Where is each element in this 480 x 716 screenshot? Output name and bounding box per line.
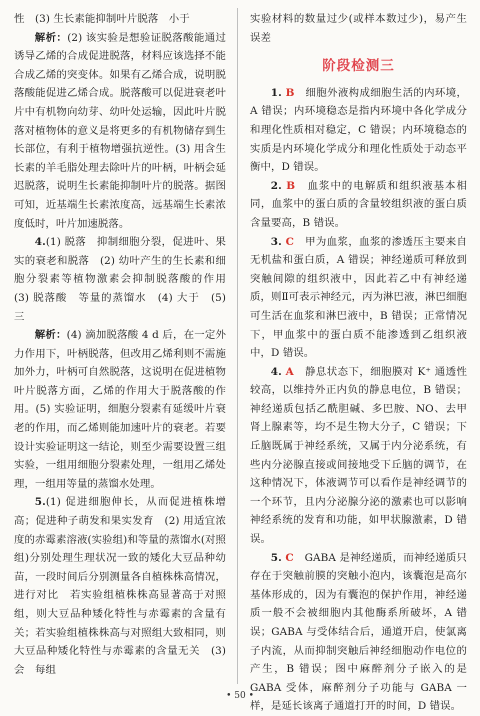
- right-paragraph-0: 实验材料的数量过少(或样本数过少)，易产生误差: [250, 13, 467, 44]
- analysis-label: 解析：: [34, 31, 68, 44]
- analysis-text: (2) 该实验是想验证脱落酸能通过诱导乙烯的合成促进脱落，材料应该选择不能合成乙烯的突变体。如果有乙烯合成，说明脱落酸能促进乙烯合成。脱落酸可以促进衰老叶片中有机物向幼芽、幼叶处运输，因此叶片脱落对植物体的意义是将更多的有机物储存到生长部位，有利于植物增强抗逆性。(3) 用含生长素的羊毛脂处理去除叶片的叶柄，叶柄会延迟脱落，说明生长素能抑制叶片的脱落。据图可知，近基端生长素浓度高，远基端生长素浓度低时，叶片加速脱落。: [14, 31, 226, 230]
- answer-letter: B: [285, 86, 295, 99]
- page-number: • 50 •: [226, 691, 254, 701]
- question-explanation-3: [250, 233, 467, 363]
- answer-text: (1) 促进细胞伸长，从而促进植株增高；促进种子萌发和果实发育 (2) 用适宜浓度的赤霉素溶液(实验组)和等量的蒸馏水(对照组)分别处理生理状况一致的矮化大豆品种幼苗，一段时间后分别测量各自植株株高情况，进行对比 若实验组植株株高显著高于对照组，则大豆品种矮化特性与赤霉素的含量有关；若实验组植株株高与对照组大致相同，则大豆品种矮化特性与赤霉素的含量无关 (3) 会 每组: [14, 496, 226, 676]
- question-explanation-4: [250, 363, 467, 549]
- question-number: 5.: [34, 496, 46, 509]
- analysis-paragraph-3: [14, 29, 226, 234]
- section-title: 阶段检测三: [322, 58, 395, 75]
- analysis-label: 解析：: [34, 329, 67, 342]
- left-column: [14, 10, 237, 679]
- question-number: 3.: [270, 235, 282, 248]
- answer-letter: C: [285, 235, 294, 248]
- analysis-paragraph-4: [14, 326, 226, 493]
- answer-text: (1) 脱落 抑制细胞分裂，促进叶、果实的衰老和脱落 (2) 幼叶产生的生长素和细胞分裂素等植物激素会抑制脱落酸的作用 (3) 脱落酸 等量的蒸馏水 (4) 大于 (5) 三: [14, 236, 237, 323]
- explanation-text: 血浆中的电解质和组织液基本相同，血浆中的蛋白质的含量较组织液的蛋白质含量要高，B 错误。: [250, 179, 467, 229]
- explanation-text: GABA 是神经递质，而神经递质只存在于突触前膜的突触小泡内，该囊泡是高尔基体形成的，因为有囊泡的保护作用，神经递质一般不会被细胞内其他酶系所破坏，A 错误；GABA 与受体结合后，通道开启，使氯离子内流，从而抑制突触后神经细胞动作电位的产生，B 错误；图中麻醉剂分子嵌入的是 GABA 受体，麻醉剂分子功能与 GABA 一样，是延长该离子通道打开的时间，D 错误。: [250, 551, 468, 713]
- question-explanation-1: [250, 84, 467, 177]
- answer-item-4: [14, 233, 237, 326]
- explanation-text: 细胞外液构成细胞生活的内环境，A 错误；内环境稳态是指内环境中各化学成分和理化性质相对稳定，C 错误；内环境稳态的实质是内环境化学成分和理化性质处于动态平衡中，D 错误。: [250, 86, 467, 174]
- answer-letter: A: [285, 365, 294, 378]
- question-number: 4.: [34, 236, 46, 249]
- column-divider: [237, 8, 238, 684]
- explanation-text: 静息状态下，细胞膜对 K⁺ 通透性较高，以维持外正内负的静息电位，B 错误；神经递质包括乙酰胆碱、多巴胺、NO、去甲肾上腺素等，均不是生物大分子，C 错误；下丘脑既属于神经系统，又属于内分泌系统，有些内分泌腺直接或间接地受下丘脑的调节，在这种情况下，体液调节可以看作是神经调节的一个环节，且内分泌腺分泌的激素也可以影响神经系统的发育和功能，如甲状腺激素，D 错误。: [250, 365, 467, 546]
- question-number: 4.: [270, 365, 282, 378]
- question-number: 5.: [270, 551, 282, 564]
- answer-letter: C: [285, 551, 294, 564]
- left-paragraph-0: 性 (3) 生长素能抑制叶片脱落 小于: [14, 13, 190, 25]
- answer-letter: B: [286, 179, 296, 192]
- question-explanation-2: [250, 177, 467, 233]
- question-number: 2.: [270, 179, 282, 192]
- question-number: 1.: [270, 86, 282, 99]
- right-column: [250, 10, 467, 716]
- analysis-text: (4) 滴加脱落酸 4 d 后，在一定外力作用下，叶柄脱落，但改用乙烯利则不需施加外力，叶柄可自然脱落，这说明在促进植物叶片脱落方面，乙烯的作用大于脱落酸的作用。(5) 实验证明，细胞分裂素有延缓叶片衰老的作用，而乙烯则能加速叶片的衰老。若要设计实验证明这一结论，则至少需要设置三组实验，一组用细胞分裂素处理，一组用乙烯处理，一组用等量的蒸馏水处理。: [14, 329, 226, 490]
- answer-item-5: [14, 493, 226, 679]
- explanation-text: 甲为血浆，血浆的渗透压主要来自无机盐和蛋白质，A 错误；神经递质可释放到突触间隙的组织液中，因此若乙中有神经递质，则Ⅱ可表示神经元，丙为淋巴液，淋巴细胞可生活在血浆和淋巴液中，B 错误；正常情况下，甲血浆中的蛋白质不能渗透到乙组织液中，D 错误。: [250, 235, 467, 360]
